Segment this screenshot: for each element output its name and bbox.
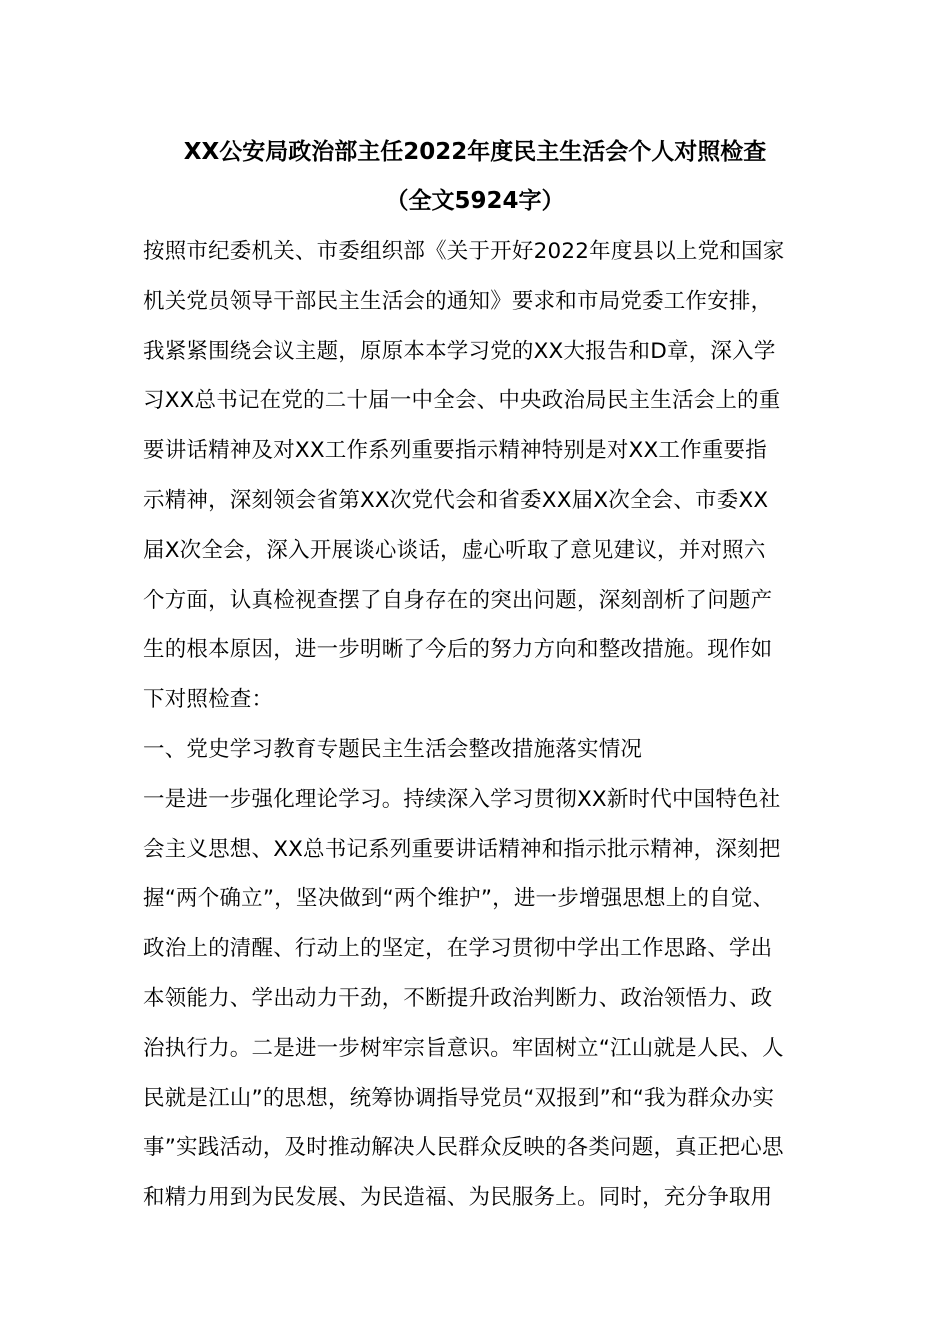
paragraph-line: 下对照检查： xyxy=(143,687,274,713)
document-subtitle-word-count: （全文5924字） xyxy=(385,188,565,214)
paragraph-line: 个方面，认真检视查摆了自身存在的突出问题，深刻剖析了问题产 xyxy=(143,587,773,613)
paragraph-line: 习XX总书记在党的二十届一中全会、中央政治局民主生活会上的重 xyxy=(143,388,781,414)
paragraph-line: 和精力用到为民发展、为民造福、为民服务上。同时，充分争取用 xyxy=(143,1185,773,1211)
paragraph-line: 生的根本原因，进一步明晰了今后的努力方向和整改措施。现作如 xyxy=(143,637,773,663)
paragraph-line: 民就是江山”的思想，统筹协调指导党员“双报到”和“我为群众办实 xyxy=(143,1085,775,1111)
document-title: XX公安局政治部主任2022年度民主生活会个人对照检查 xyxy=(183,139,767,165)
paragraph-line: 机关党员领导干部民主生活会的通知》要求和市局党委工作安排， xyxy=(143,288,773,314)
paragraph-line: 握“两个确立”，坚决做到“两个维护”，进一步增强思想上的自觉、 xyxy=(143,886,775,912)
paragraph-line: 一是进一步强化理论学习。持续深入学习贯彻XX新时代中国特色社 xyxy=(143,786,781,812)
paragraph-line: 要讲话精神及对XX工作系列重要指示精神特别是对XX工作重要指 xyxy=(143,438,767,464)
paragraph-line: 按照市纪委机关、市委组织部《关于开好2022年度县以上党和国家 xyxy=(143,239,785,264)
paragraph-line: 示精神，深刻领会省第XX次党代会和省委XX届X次全会、市委XX xyxy=(143,487,769,513)
section-heading: 一、党史学习教育专题民主生活会整改措施落实情况 xyxy=(143,736,643,762)
paragraph-line: 事”实践活动，及时推动解决人民群众反映的各类问题，真正把心思 xyxy=(143,1135,784,1161)
paragraph-line: 会主义思想、XX总书记系列重要讲话精神和指示批示精神，深刻把 xyxy=(143,836,781,862)
paragraph-line: 本领能力、学出动力干劲，不断提升政治判断力、政治领悟力、政 xyxy=(143,985,773,1011)
paragraph-line: 届X次全会，深入开展谈心谈话，虚心听取了意见建议，并对照六 xyxy=(143,537,766,563)
paragraph-line: 政治上的清醒、行动上的坚定，在学习贯彻中学出工作思路、学出 xyxy=(143,936,773,962)
paragraph-line: 治执行力。二是进一步树牢宗旨意识。牢固树立“江山就是人民、人 xyxy=(143,1035,784,1061)
paragraph-line: 我紧紧围绕会议主题，原原本本学习党的XX大报告和D章，深入学 xyxy=(143,338,776,364)
document-body xyxy=(143,227,811,1223)
